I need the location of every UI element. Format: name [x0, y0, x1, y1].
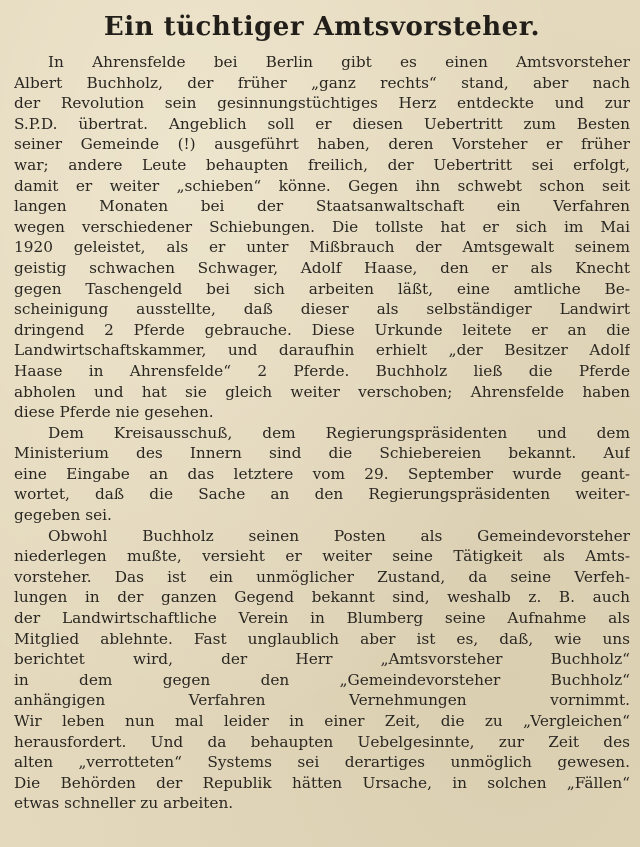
- text-line: dringend 2 Pferde gebrauche. Diese Urkunde leitete er an die: [14, 320, 630, 339]
- text-line: Obwohl Buchholz seinen Posten als Gemeindevorsteher: [48, 526, 630, 545]
- text-line: niederlegen mußte, versieht er weiter seine Tätigkeit als Amts-: [14, 547, 630, 566]
- text-line: abholen und hat sie gleich weiter verschoben; Ahrensfelde haben: [14, 382, 630, 401]
- text-line: Albert Buchholz, der früher „ganz rechts“ stand, aber nach: [14, 73, 630, 92]
- text-line: etwas schneller zu arbeiten.: [14, 794, 234, 813]
- text-line: diese Pferde nie gesehen.: [14, 403, 214, 422]
- article-paragraph: [14, 423, 630, 526]
- text-line: lungen in der ganzen Gegend bekannt sind, weshalb z. B. auch: [14, 588, 630, 607]
- text-line: eine Eingabe an das letztere vom 29. September wurde geant-: [14, 464, 630, 483]
- text-line: Dem Kreisausschuß, dem Regierungspräsidenten und dem: [48, 423, 630, 442]
- text-line: scheinigung ausstellte, daß dieser als selbständiger Landwirt: [14, 300, 630, 319]
- text-line: wegen verschiedener Schiebungen. Die tollste hat er sich im Mai: [14, 217, 630, 236]
- text-line: damit er weiter „schieben“ könne. Gegen ihn schwebt schon seit: [14, 176, 630, 195]
- text-line: gegen Taschengeld bei sich arbeiten läßt, eine amtliche Be-: [14, 279, 630, 298]
- text-line: Mitglied ablehnte. Fast unglaublich aber ist es, daß, wie uns: [14, 629, 630, 648]
- text-line: gegeben sei.: [14, 506, 112, 525]
- text-line: der Revolution sein gesinnungstüchtiges Herz entdeckte und zur: [14, 94, 630, 113]
- text-line: Wir leben nun mal leider in einer Zeit, die zu „Vergleichen“: [14, 712, 630, 730]
- text-line: herausfordert. Und da behaupten Uebelgesinnte, zur Zeit des: [14, 732, 630, 751]
- article-paragraph: [14, 52, 630, 423]
- text-line: Landwirtschaftskammer, und daraufhin erhielt „der Besitzer Adolf: [14, 341, 630, 360]
- text-line: alten „verrotteten“ Systems sei derartiges unmöglich gewesen.: [14, 753, 630, 772]
- text-line: berichtet wird, der Herr „Amtsvorsteher Buchholz“: [14, 650, 630, 669]
- text-line: wortet, daß die Sache an den Regierungspräsidenten weiter-: [14, 485, 630, 504]
- text-line: geistig schwachen Schwager, Adolf Haase, den er als Knecht: [14, 258, 630, 277]
- text-line: In Ahrensfelde bei Berlin gibt es einen Amtsvorsteher: [48, 53, 630, 71]
- text-line: in dem gegen den „Gemeindevorsteher Buchholz“: [14, 670, 630, 689]
- text-line: Ministerium des Innern sind die Schiebereien bekannt. Auf: [14, 444, 630, 463]
- text-line: der Landwirtschaftliche Verein in Blumberg seine Aufnahme als: [14, 609, 630, 628]
- text-line: vorsteher. Das ist ein unmöglicher Zustand, da seine Verfeh-: [14, 567, 630, 586]
- text-line: war; andere Leute behaupten freilich, der Uebertritt sei erfolgt,: [14, 155, 630, 174]
- text-line: anhängigen Verfahren Vernehmungen vornimmt.: [14, 691, 630, 710]
- article-paragraph: [14, 526, 630, 814]
- text-line: seiner Gemeinde (!) ausgeführt haben, deren Vorsteher er früher: [14, 135, 630, 154]
- text-line: langen Monaten bei der Staatsanwaltschaft ein Verfahren: [14, 197, 630, 216]
- article-title: Ein tüchtiger Amtsvorsteher.: [103, 12, 541, 42]
- text-line: 1920 geleistet, als er unter Mißbrauch der Amtsgewalt seinem: [14, 238, 630, 257]
- article-body: [14, 52, 630, 814]
- text-line: S.P.D. übertrat. Angeblich soll er diesen Uebertritt zum Besten: [14, 114, 630, 133]
- text-line: Die Behörden der Republik hätten Ursache, in solchen „Fällen“: [14, 773, 630, 792]
- text-line: Haase in Ahrensfelde“ 2 Pferde. Buchholz ließ die Pferde: [14, 361, 630, 380]
